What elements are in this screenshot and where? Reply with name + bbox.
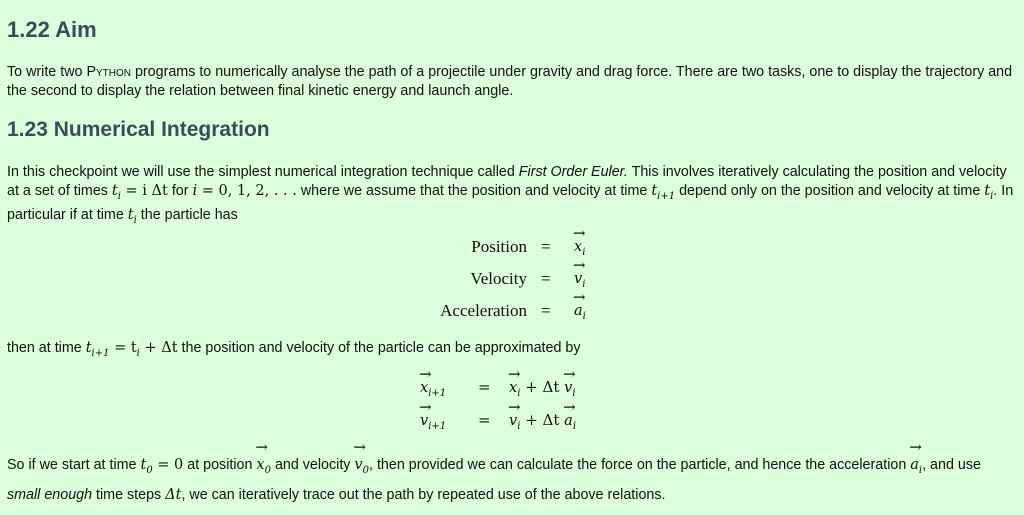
section-number: 1.23 — [7, 118, 48, 141]
text: To write two — [7, 64, 87, 80]
emphasis: small enough — [7, 486, 93, 503]
euler-velocity-rhs: → $v_i + \Delta t \to a_i$ — [509, 411, 576, 432]
emphasis: First Order Euler. — [518, 164, 628, 180]
python-name: Python — [86, 64, 131, 80]
vector-a-i: → $a_i$ — [574, 301, 586, 322]
text: and velocity — [270, 457, 355, 473]
acceleration-label: Acceleration — [440, 301, 527, 320]
vector-x-ip1: → $x_{i+1}$ — [420, 378, 465, 399]
math-i-range: i = 0, 1, 2, . . . — [192, 182, 297, 199]
text: , we can iteratively trace out the path by repeated use of the above relations. — [181, 486, 666, 503]
section-title: Numerical Integration — [53, 118, 270, 141]
text: , then provided we can calculate the force on the particle, and hence the acceleration — [369, 457, 911, 473]
math-x0: → $x_0$ — [256, 457, 271, 473]
vector-v-i: → $v_i$ — [574, 269, 585, 290]
approximation-paragraph — [7, 339, 1015, 363]
text: time steps — [92, 486, 166, 503]
text: for — [167, 182, 193, 199]
text: the particle has — [136, 206, 238, 223]
section-number: 1.22 — [7, 17, 50, 42]
math-time-step: $t_{i+1} = t_i + \Delta t$ — [85, 340, 178, 359]
text: then at time — [7, 340, 86, 356]
text: So if we start at time — [7, 457, 141, 473]
integration-paragraph — [7, 163, 1015, 230]
section-title: Aim — [55, 17, 97, 42]
math-ti: $t_i$ — [127, 206, 137, 226]
math-ti: $t_i = i$ Δt — [111, 182, 168, 202]
position-label: Position — [471, 237, 527, 256]
math-dt: Δt — [165, 486, 182, 503]
equals-sign: = — [541, 269, 551, 288]
math-v0: → $v_0$ — [354, 457, 369, 473]
text: the position and velocity of the particle can be approximated by — [177, 340, 581, 356]
velocity-label: Velocity — [470, 269, 527, 288]
math-t0: $t_0 = 0$ — [140, 457, 184, 476]
equals-sign: = — [541, 301, 551, 320]
equals-sign: = — [478, 378, 491, 396]
text: . In particular if at time — [7, 182, 1014, 223]
text: where we assume that the position and velocity at time — [296, 182, 652, 199]
euler-position-rhs: → $x_i + \Delta t \to v_i$ — [509, 378, 576, 399]
math-a-i: → $a_i$ — [910, 457, 922, 473]
conclusion-paragraph — [7, 453, 1015, 508]
aim-paragraph — [7, 63, 1015, 100]
math-ti: $t_i$ — [984, 182, 994, 202]
text: at position — [183, 457, 257, 473]
text: In this checkpoint we will use the simplest numerical integration technique called — [7, 164, 519, 180]
section-heading-numerical-integration — [7, 118, 270, 142]
text: programs to numerically analyse the path of a projectile under gravity and drag force. There are two tasks, one to display the trajectory and the second to display the relation between final kinetic energy and launch angle. — [7, 64, 1013, 99]
equals-sign: = — [478, 411, 491, 429]
vector-v-ip1: → $v_{i+1}$ — [420, 411, 465, 432]
section-heading-aim — [7, 17, 97, 43]
text: , and use — [922, 457, 981, 473]
text: depend only on the position and velocity at time — [675, 182, 985, 199]
equals-sign: = — [541, 237, 551, 256]
math-tip1: $t_{i+1}$ — [651, 182, 676, 202]
text: This involves iteratively calculating the position and velocity at a set of times — [7, 164, 1007, 199]
vector-x-i: → $x_i$ — [574, 237, 585, 258]
